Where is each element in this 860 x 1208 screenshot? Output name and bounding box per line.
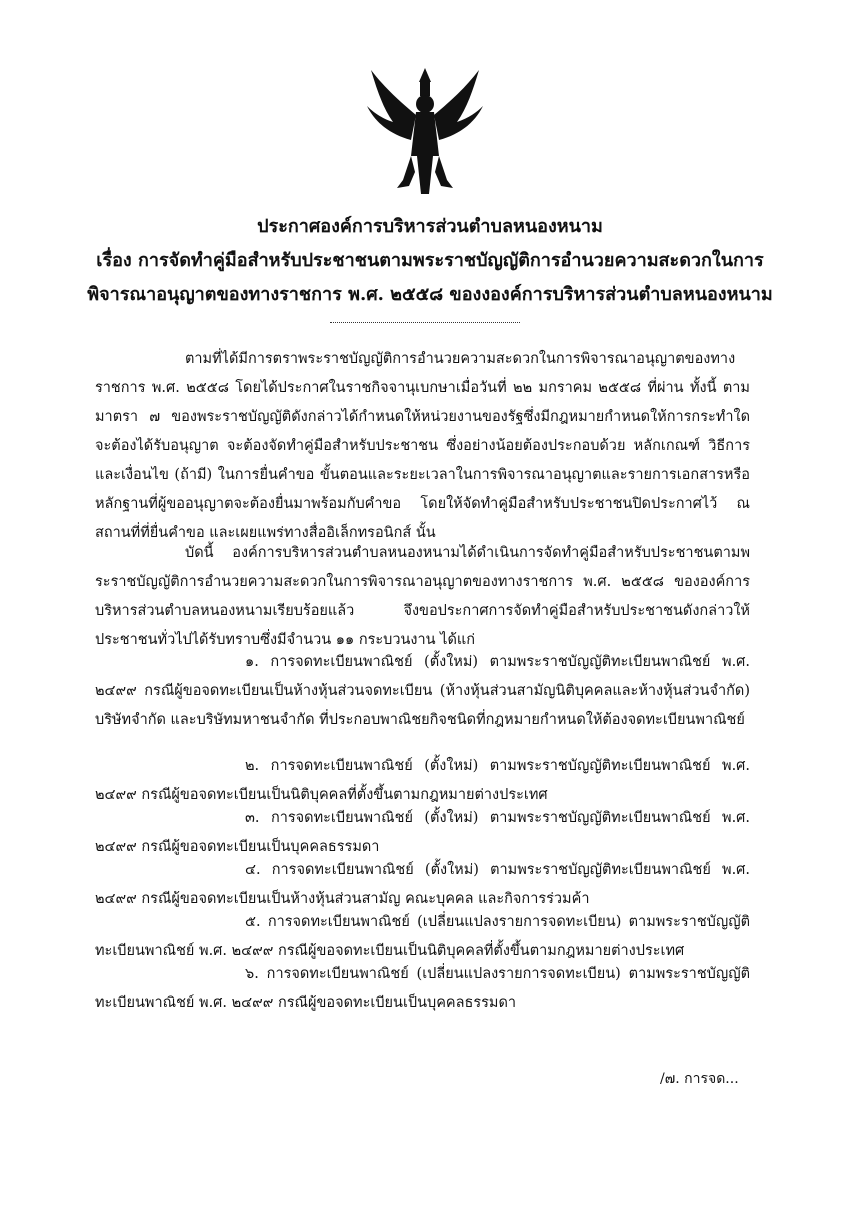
page-continuation: /๗. การจด... xyxy=(660,1071,739,1087)
list-item: ๔. การจดทะเบียนพาณิชย์ (ตั้งใหม่) ตามพระราชบัญญัติทะเบียนพาณิชย์ พ.ศ. ๒๔๙๙ กรณีผู้ขอจดทะเบียนเป็นห้างหุ้นส่วนสามัญ คณะบุคคล และกิจการร่วมค้า xyxy=(95,862,750,907)
announcement-subject-line1: เรื่อง การจัดทำคู่มือสำหรับประชาชนตามพระราชบัญญัติการอำนวยความสะดวกในการ xyxy=(96,250,764,271)
list-item: ๖. การจดทะเบียนพาณิชย์ (เปลี่ยนแปลงรายการจดทะเบียน) ตามพระราชบัญญัติทะเบียนพาณิชย์ พ.ศ. ๒๔๙๙ กรณีผู้ขอจดทะเบียนเป็นบุคคลธรรมดา xyxy=(95,966,750,1011)
announcement-title: ประกาศองค์การบริหารส่วนตำบลหนองหนาม xyxy=(257,216,603,237)
intro-paragraph: ตามที่ได้มีการตราพระราชบัญญัติการอำนวยความสะดวกในการพิจารณาอนุญาตของทางราชการ พ.ศ. ๒๕๕๘ โดยได้ประกาศในราชกิจจานุเบกษาเมื่อวันที่ ๒๒ มกราคม ๒๕๕๘ ที่ผ่าน ทั้งนี้ ตามมาตรา ๗ ของพระราชบัญญัติดังกล่าวได้กำหนดให้หน่วยงานของรัฐซึ่งมีกฎหมายกำหนดให้การกระทำใดจะต้องได้รับอนุญาต จะต้องจัดทำคู่มือสำหรับประชาชน ซึ่งอย่างน้อยต้องประกอบด้วย หลักเกณฑ์ วิธีการ และเงื่อนไข (ถ้ามี) ในการยื่นคำขอ ขั้นตอนและระยะเวลาในการพิจารณาอนุญาตและรายการเอกสารหรือหลักฐานที่ผู้ขออนุญาตจะต้องยื่นมาพร้อมกับคำขอ โดยให้จัดทำคู่มือสำหรับประชาชนปิดประกาศไว้ ณ สถานที่ที่ยื่นคำขอ และเผยแพร่ทางสื่ออิเล็กทรอนิกส์ นั้น xyxy=(95,351,750,541)
announcement-subject-line2: พิจารณาอนุญาตของทางราชการ พ.ศ. ๒๕๕๘ ของงองค์การบริหารส่วนตำบลหนองหนาม xyxy=(87,284,773,305)
announcement-paragraph: บัดนี้ องค์การบริหารส่วนตำบลหนองหนามได้ดำเนินการจัดทำคู่มือสำหรับประชาชนตามพระราชบัญญัติการอำนวยความสะดวกในการพิจารณาอนุญาตของทางราชการ พ.ศ. ๒๕๕๘ ขององค์การบริหารส่วนตำบลหนองหนามเรียบร้อยแล้ว จึงขอประกาศการจัดทำคู่มือสำหรับประชาชนดังกล่าวให้ประชาชนทั่วไปได้รับทราบซึ่งมีจำนวน ๑๑ กระบวนงาน ได้แก่ xyxy=(95,545,750,648)
list-item: ๑. การจดทะเบียนพาณิชย์ (ตั้งใหม่) ตามพระราชบัญญัติทะเบียนพาณิชย์ พ.ศ. ๒๔๙๙ กรณีผู้ขอจดทะเบียนเป็นห้างหุ้นส่วนจดทะเบียน (ห้างหุ้นส่วนสามัญนิติบุคคลและห้างหุ้นส่วนจำกัด) บริษัทจำกัด และบริษัทมหาชนจำกัด ที่ประกอบพาณิชยกิจชนิดที่กฎหมายกำหนดให้ต้องจดทะเบียนพาณิชย์ xyxy=(95,654,750,728)
dotted-divider xyxy=(330,322,520,323)
garuda-emblem-icon xyxy=(363,60,487,200)
list-item: ๕. การจดทะเบียนพาณิชย์ (เปลี่ยนแปลงรายการจดทะเบียน) ตามพระราชบัญญัติทะเบียนพาณิชย์ พ.ศ. ๒๔๙๙ กรณีผู้ขอจดทะเบียนเป็นนิติบุคคลที่ตั้งขึ้นตามกฎหมายต่างประเทศ xyxy=(95,914,750,959)
list-item: ๒. การจดทะเบียนพาณิชย์ (ตั้งใหม่) ตามพระราชบัญญัติทะเบียนพาณิชย์ พ.ศ. ๒๔๙๙ กรณีผู้ขอจดทะเบียนเป็นนิติบุคคลที่ตั้งขึ้นตามกฎหมายต่างประเทศ xyxy=(95,758,750,803)
list-item: ๓. การจดทะเบียนพาณิชย์ (ตั้งใหม่) ตามพระราชบัญญัติทะเบียนพาณิชย์ พ.ศ. ๒๔๙๙ กรณีผู้ขอจดทะเบียนเป็นบุคคลธรรมดา xyxy=(95,810,750,855)
